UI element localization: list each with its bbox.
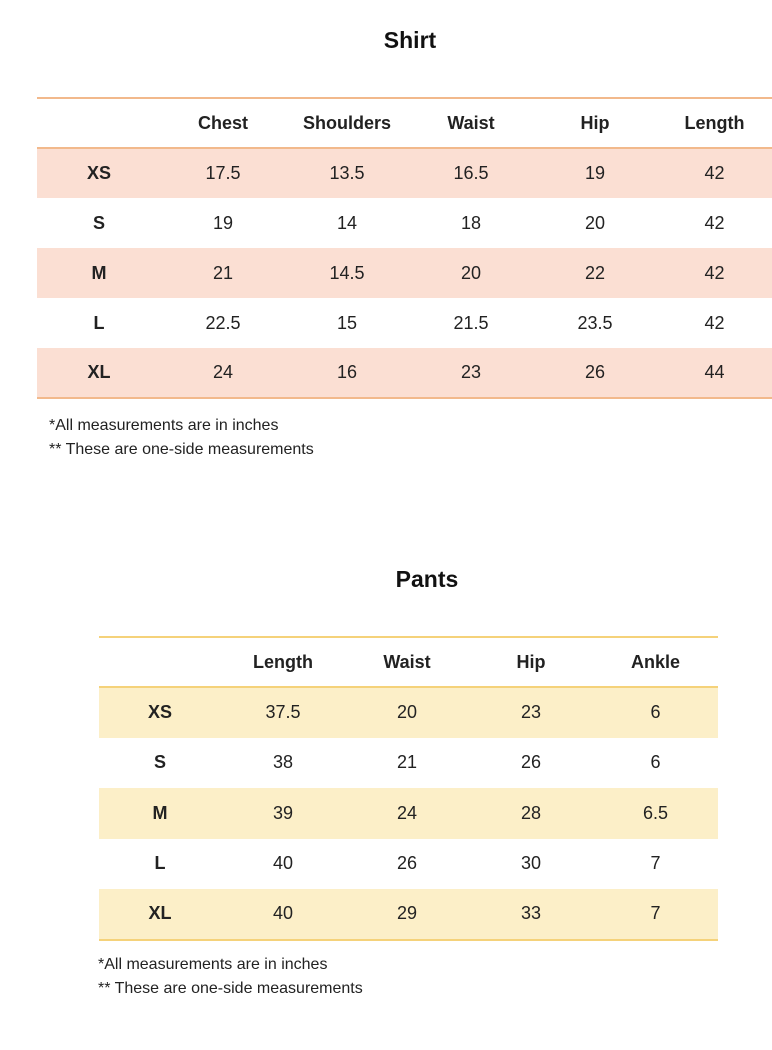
header-ankle: Ankle (593, 637, 718, 687)
table-row (99, 738, 718, 789)
table-cell: 6.5 (593, 788, 718, 839)
table-cell: 33 (469, 889, 593, 940)
size-label: XL (99, 889, 221, 940)
table-row (99, 788, 718, 839)
table-cell: 23 (469, 687, 593, 738)
table-cell: 21.5 (453, 312, 489, 333)
note-units: *All measurements are in inches (98, 956, 328, 973)
table-row (37, 348, 772, 398)
table-cell: 28 (469, 788, 593, 839)
table-cell: 40 (272, 853, 294, 874)
table-cell: 23.5 (577, 312, 613, 333)
table-cell: 38 (272, 752, 294, 773)
pants-size-table (99, 636, 718, 941)
table-cell: 39 (221, 788, 345, 839)
table-header-row (37, 98, 772, 148)
table-cell: 14.5 (285, 248, 409, 298)
table-cell: 26 (396, 853, 418, 874)
header-waist: Waist (409, 98, 533, 148)
table-cell: 19 (533, 148, 657, 198)
table-header-row (99, 637, 718, 687)
table-cell: 26 (533, 348, 657, 398)
table-cell: 20 (584, 212, 606, 233)
table-row (99, 687, 718, 738)
table-row (99, 839, 718, 890)
table-cell: 37.5 (221, 687, 345, 738)
table-cell: 24 (345, 788, 469, 839)
size-label: XS (37, 148, 161, 198)
table-row (37, 148, 772, 198)
pants-notes (98, 953, 363, 1001)
table-cell: 44 (657, 348, 772, 398)
size-label: S (92, 212, 105, 233)
table-cell: 21 (161, 248, 285, 298)
table-cell: 7 (593, 889, 718, 940)
pants-title: Pants (395, 566, 459, 592)
table-cell: 23 (409, 348, 533, 398)
header-size (99, 637, 221, 687)
table-cell: 42 (704, 212, 725, 233)
table-cell: 18 (460, 212, 482, 233)
table-cell: 6 (650, 752, 661, 773)
table-cell: 20 (345, 687, 469, 738)
shirt-title: Shirt (383, 27, 437, 53)
table-cell: 15 (336, 312, 358, 333)
table-cell: 22 (533, 248, 657, 298)
table-cell: 19 (212, 212, 234, 233)
note-one-side: ** These are one-side measurements (98, 980, 363, 997)
table-row (99, 889, 718, 940)
header-shoulders: Shoulders (285, 98, 409, 148)
header-hip: Hip (533, 98, 657, 148)
table-cell: 42 (657, 148, 772, 198)
table-cell: 16.5 (409, 148, 533, 198)
table-cell: 26 (520, 752, 542, 773)
table-cell: 42 (704, 312, 725, 333)
header-length: Length (657, 98, 772, 148)
table-row (37, 198, 772, 248)
size-label: M (99, 788, 221, 839)
size-label: XS (99, 687, 221, 738)
header-waist: Waist (345, 637, 469, 687)
table-cell: 22.5 (205, 312, 241, 333)
table-cell: 21 (396, 752, 418, 773)
table-cell: 7 (650, 853, 661, 874)
header-hip: Hip (469, 637, 593, 687)
table-cell: 17.5 (161, 148, 285, 198)
size-label: L (154, 853, 166, 874)
table-cell: 20 (409, 248, 533, 298)
table-cell: 29 (345, 889, 469, 940)
table-cell: 42 (657, 248, 772, 298)
table-cell: 16 (285, 348, 409, 398)
shirt-notes (49, 414, 314, 462)
table-cell: 14 (336, 212, 358, 233)
table-cell: 6 (593, 687, 718, 738)
table-cell: 40 (221, 889, 345, 940)
header-chest: Chest (161, 98, 285, 148)
table-cell: 13.5 (285, 148, 409, 198)
table-cell: 24 (161, 348, 285, 398)
table-cell: 30 (520, 853, 542, 874)
header-length: Length (221, 637, 345, 687)
note-units: *All measurements are in inches (49, 417, 279, 434)
table-row (37, 248, 772, 298)
size-label: L (93, 312, 105, 333)
table-row (37, 298, 772, 348)
note-one-side: ** These are one-side measurements (49, 441, 314, 458)
shirt-size-table (37, 97, 772, 399)
header-size (37, 98, 161, 148)
size-label: M (37, 248, 161, 298)
size-label: S (153, 752, 166, 773)
size-label: XL (37, 348, 161, 398)
